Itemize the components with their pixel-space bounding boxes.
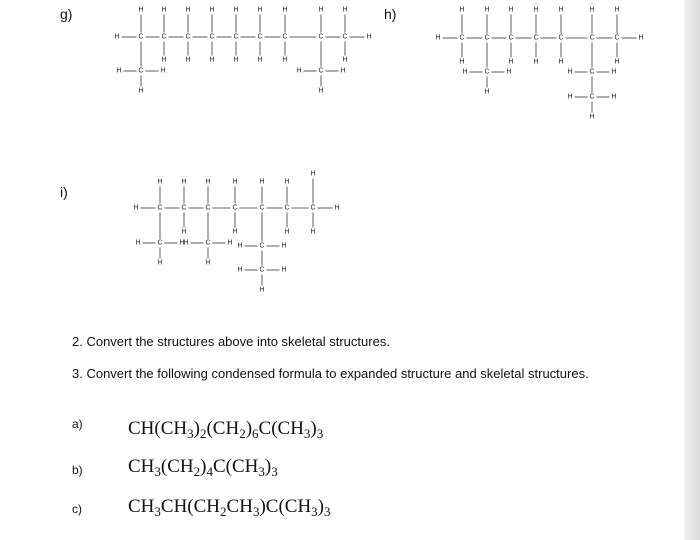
carbon-atom: C <box>310 204 316 212</box>
hydrogen-atom: H <box>259 286 265 294</box>
carbon-atom: C <box>205 239 211 247</box>
hydrogen-atom: H <box>233 6 239 14</box>
subscript: 3 <box>271 464 278 479</box>
carbon-atom: C <box>232 204 238 212</box>
formula-c-label: c) <box>72 502 82 516</box>
hydrogen-atom: H <box>459 6 465 14</box>
carbon-atom: C <box>157 204 163 212</box>
hydrogen-atom: H <box>233 56 239 64</box>
hydrogen-atom: H <box>133 204 139 212</box>
formula-c <box>128 496 331 518</box>
hydrogen-atom: H <box>340 67 346 75</box>
hydrogen-atom: H <box>366 33 372 41</box>
hydrogen-atom: H <box>232 178 238 186</box>
formula-text: CH(CH <box>128 418 188 439</box>
subscript: 3 <box>187 426 194 441</box>
formula-text: ) <box>317 496 324 517</box>
hydrogen-atom: H <box>282 56 288 64</box>
carbon-atom: C <box>459 34 465 42</box>
formula-text: (CH <box>160 456 194 477</box>
subscript: 2 <box>199 426 207 441</box>
carbon-atom: C <box>589 34 595 42</box>
hydrogen-atom: H <box>638 34 644 42</box>
hydrogen-atom: H <box>114 33 120 41</box>
hydrogen-atom: H <box>205 259 211 267</box>
carbon-atom: C <box>558 34 564 42</box>
hydrogen-atom: H <box>281 266 287 274</box>
carbon-atom: C <box>318 33 324 41</box>
formula-text: ) <box>264 456 272 477</box>
subscript: 2 <box>239 426 246 441</box>
formula-b-label: b) <box>72 463 83 477</box>
formula-text: CH <box>226 496 253 517</box>
hydrogen-atom: H <box>209 56 215 64</box>
carbon-atom: C <box>508 34 514 42</box>
hydrogen-atom: H <box>179 239 185 247</box>
carbon-atom: C <box>614 34 620 42</box>
formula-text: ) <box>310 418 317 439</box>
hydrogen-atom: H <box>282 6 288 14</box>
hydrogen-atom: H <box>611 93 617 101</box>
carbon-atom: C <box>161 33 167 41</box>
hydrogen-atom: H <box>334 204 340 212</box>
formula-text: ) <box>193 418 200 439</box>
hydrogen-atom: H <box>558 6 564 14</box>
hydrogen-atom: H <box>237 242 243 250</box>
hydrogen-atom: H <box>138 6 144 14</box>
hydrogen-atom: H <box>459 58 465 66</box>
hydrogen-atom: H <box>157 178 163 186</box>
hydrogen-atom: H <box>589 113 595 121</box>
carbon-atom: C <box>533 34 539 42</box>
question-3: 3. Convert the following condensed formula to expanded structure and skeletal structures. <box>72 366 589 381</box>
carbon-atom: C <box>259 204 265 212</box>
carbon-atom: C <box>209 33 215 41</box>
hydrogen-atom: H <box>567 93 573 101</box>
label-i: i) <box>60 184 68 200</box>
hydrogen-atom: H <box>462 68 468 76</box>
subscript: 3 <box>303 426 311 441</box>
formula-text: ) <box>200 456 207 477</box>
formula-text: CH <box>128 456 155 477</box>
carbon-atom: C <box>257 33 263 41</box>
hydrogen-atom: H <box>484 88 490 96</box>
carbon-atom: C <box>284 204 290 212</box>
formula-text: )C(CH <box>259 496 312 517</box>
carbon-atom: C <box>181 204 187 212</box>
formula-text: CH(CH <box>160 496 221 517</box>
formula-text: C(CH <box>258 418 304 439</box>
formula-a-label: a) <box>72 417 83 431</box>
hydrogen-atom: H <box>183 239 189 247</box>
carbon-atom: C <box>259 266 265 274</box>
hydrogen-atom: H <box>310 170 316 178</box>
subscript: 3 <box>311 504 318 519</box>
hydrogen-atom: H <box>227 239 233 247</box>
formula-text: ) <box>245 418 253 439</box>
formula-text: (CH <box>206 418 240 439</box>
carbon-atom: C <box>342 33 348 41</box>
hydrogen-atom: H <box>284 178 290 186</box>
hydrogen-atom: H <box>318 87 324 95</box>
hydrogen-atom: H <box>157 259 163 267</box>
formula-b <box>128 456 278 478</box>
carbon-atom: C <box>318 67 324 75</box>
subscript: 3 <box>324 504 331 519</box>
hydrogen-atom: H <box>484 6 490 14</box>
subscript: 2 <box>193 464 201 479</box>
hydrogen-atom: H <box>237 266 243 274</box>
hydrogen-atom: H <box>259 178 265 186</box>
hydrogen-atom: H <box>558 58 564 66</box>
subscript: 3 <box>154 464 161 479</box>
hydrogen-atom: H <box>589 6 595 14</box>
carbon-atom: C <box>259 242 265 250</box>
hydrogen-atom: H <box>281 242 287 250</box>
carbon-atom: C <box>205 204 211 212</box>
formula-a <box>128 418 323 440</box>
subscript: 6 <box>252 426 259 441</box>
hydrogen-atom: H <box>181 178 187 186</box>
formula-text: CH <box>128 496 155 517</box>
subscript: 2 <box>220 504 227 519</box>
hydrogen-atom: H <box>296 67 302 75</box>
carbon-atom: C <box>233 33 239 41</box>
hydrogen-atom: H <box>116 67 122 75</box>
formula-text: C(CH <box>212 456 259 477</box>
hydrogen-atom: H <box>232 228 238 236</box>
question-2: 2. Convert the structures above into skeletal structures. <box>72 334 390 349</box>
label-h: h) <box>384 6 397 22</box>
hydrogen-atom: H <box>567 68 573 76</box>
hydrogen-atom: H <box>257 56 263 64</box>
hydrogen-atom: H <box>284 228 290 236</box>
hydrogen-atom: H <box>181 228 187 236</box>
carbon-atom: C <box>484 34 490 42</box>
hydrogen-atom: H <box>435 34 441 42</box>
carbon-atom: C <box>185 33 191 41</box>
hydrogen-atom: H <box>257 6 263 14</box>
carbon-atom: C <box>138 67 144 75</box>
hydrogen-atom: H <box>161 6 167 14</box>
carbon-atom: C <box>589 68 595 76</box>
hydrogen-atom: H <box>135 239 141 247</box>
hydrogen-atom: H <box>160 67 166 75</box>
hydrogen-atom: H <box>508 58 514 66</box>
carbon-atom: C <box>138 33 144 41</box>
hydrogen-atom: H <box>205 178 211 186</box>
subscript: 4 <box>206 464 213 479</box>
hydrogen-atom: H <box>161 56 167 64</box>
hydrogen-atom: H <box>185 56 191 64</box>
carbon-atom: C <box>589 93 595 101</box>
hydrogen-atom: H <box>611 68 617 76</box>
hydrogen-atom: H <box>508 6 514 14</box>
subscript: 3 <box>316 426 324 441</box>
hydrogen-atom: H <box>310 228 316 236</box>
hydrogen-atom: H <box>533 58 539 66</box>
hydrogen-atom: H <box>614 58 620 66</box>
label-g: g) <box>60 6 73 22</box>
hydrogen-atom: H <box>533 6 539 14</box>
subscript: 3 <box>154 504 161 519</box>
hydrogen-atom: H <box>138 87 144 95</box>
carbon-atom: C <box>282 33 288 41</box>
carbon-atom: C <box>484 68 490 76</box>
subscript: 3 <box>252 504 260 519</box>
hydrogen-atom: H <box>342 56 348 64</box>
subscript: 3 <box>258 464 265 479</box>
hydrogen-atom: H <box>209 6 215 14</box>
hydrogen-atom: H <box>342 6 348 14</box>
hydrogen-atom: H <box>506 68 512 76</box>
hydrogen-atom: H <box>318 6 324 14</box>
hydrogen-atom: H <box>185 6 191 14</box>
carbon-atom: C <box>157 239 163 247</box>
hydrogen-atom: H <box>614 6 620 14</box>
